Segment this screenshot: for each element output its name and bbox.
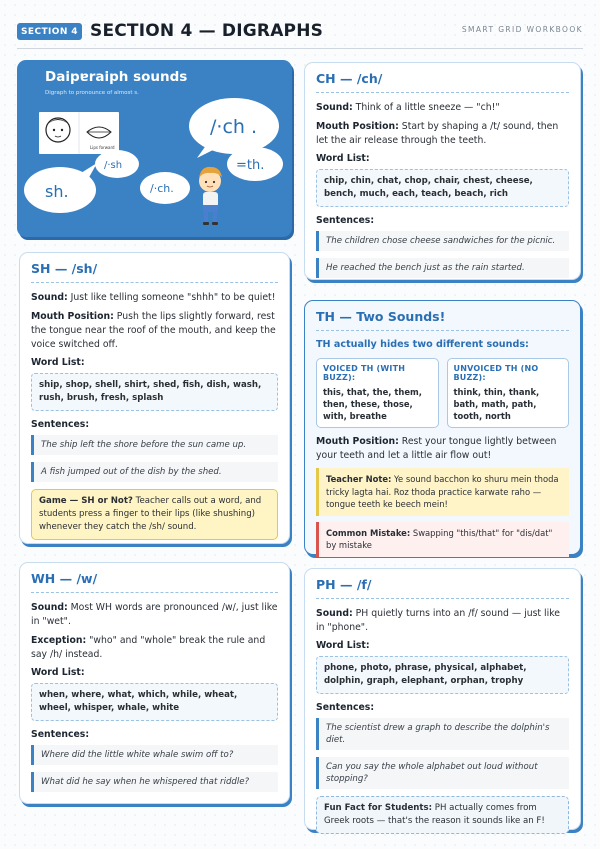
voiced-th-label: VOICED TH (WITH BUZZ):: [323, 364, 406, 382]
ch-card: [304, 62, 581, 280]
mouth-diagram: [39, 112, 119, 154]
sh-sentences-label: Sentences:: [31, 419, 90, 430]
sh-mouth-position: Mouth Position: Push the lips slightly forward, rest the tongue near the roof of the mouth, and keep the voice switched off.: [31, 311, 276, 350]
header-divider: [17, 48, 583, 49]
wh-word-list: when, where, what, which, while, wheat, wheel, whisper, whale, white: [31, 683, 278, 721]
sh-sentence-2: A fish jumped out of the dish by the shed.: [31, 462, 278, 482]
common-mistake: Common Mistake: Swapping "this/that" for "dis/dat" by mistake: [316, 522, 569, 557]
illustration-title: Daipɐraiph sounds: [45, 69, 188, 85]
wh-sentence-1: Where did the little white whale swim off to?: [31, 745, 278, 765]
wh-sentence-2: What did he say when he whispered that riddle?: [31, 772, 278, 792]
ch-sentences-label: Sentences:: [316, 215, 375, 226]
wh-exception: Exception: "who" and "whole" break the rule and say /h/ instead.: [31, 635, 266, 660]
sh-card: [19, 252, 290, 544]
workbook-label: SMART GRID WORKBOOK: [461, 25, 583, 34]
sh-wordlist-label: Word List:: [31, 357, 85, 368]
svg-text:/·sh: /·sh: [104, 160, 123, 171]
ph-sentences-label: Sentences:: [316, 702, 375, 713]
speech-bubble-sh: [24, 163, 97, 213]
sh-game-box: Game — SH or Not? Teacher calls out a word, and students press a finger to their lips (like shushing) whenever they catch the /sh/ sound.: [31, 489, 278, 540]
th-card: [304, 300, 581, 555]
speech-bubble-th: [227, 147, 283, 181]
ch-sentence-2: He reached the bench just as the rain started.: [316, 258, 569, 278]
svg-text:sh.: sh.: [45, 182, 69, 201]
ch-mouth-position: Mouth Position: Start by shaping a /t/ sound, then let the air release through the teeth.: [316, 121, 559, 146]
teacher-note: Teacher Note: Ye sound bacchon ko shuru mein thoda tricky lagta hai. Roz thoda practice karwate raho — tongue teeth ke beech mein!: [316, 468, 569, 516]
page-header: [17, 20, 583, 44]
ph-sound: Sound: PH quietly turns into an /f/ sound — just like in "phone".: [316, 608, 560, 633]
sh-title: SH — /sh/: [31, 261, 278, 283]
wh-sound: Sound: Most WH words are pronounced /w/, just like in "wet".: [31, 602, 278, 627]
ch-sound: Sound: Think of a little sneeze — "ch!": [316, 102, 500, 113]
ch-sentence-1: The children chose cheese sandwiches for the picnic.: [316, 231, 569, 251]
voiced-th-words: this, that, the, them, then, these, those, with, breathe: [323, 387, 422, 421]
wh-sentences-label: Sentences:: [31, 729, 90, 740]
voiced-th-box: [316, 358, 439, 428]
page-title: SECTION 4 — DIGRAPHS: [90, 21, 324, 41]
sh-word-list: ship, shop, shell, shirt, shed, fish, dish, wash, rush, brush, fresh, splash: [31, 373, 278, 411]
digraph-illustration: [17, 60, 292, 237]
wh-title: WH — /w/: [31, 571, 278, 593]
ph-title: PH — /f/: [316, 577, 569, 599]
unvoiced-th-words: think, thin, thank, bath, math, path, tooth, north: [453, 387, 540, 421]
ph-fun-fact: Fun Fact for Students: PH actually comes from Greek roots — that's the reason it sounds like an F!: [316, 796, 569, 834]
ph-word-list: phone, photo, phrase, physical, alphabet, dolphin, graph, elephant, orphan, trophy: [316, 656, 569, 694]
svg-text:/·ch.: /·ch.: [150, 182, 174, 195]
svg-text:=th.: =th.: [236, 158, 265, 173]
wh-card: [19, 562, 290, 804]
illustration-art: [17, 60, 292, 237]
illustration-subtitle: Digraph to pronounce of almost s.: [45, 90, 139, 96]
unvoiced-th-box: [447, 358, 570, 428]
ph-card: [304, 568, 581, 830]
ch-word-list: chip, chin, chat, chop, chair, chest, cheese, bench, much, each, teach, beach, rich: [316, 169, 569, 207]
th-mouth-position: Mouth Position: Rest your tongue lightly between your teeth and let a little air flow out!: [316, 436, 557, 461]
th-sound-columns: [316, 358, 569, 428]
ch-title: CH — /ch/: [316, 71, 569, 93]
sh-sentence-1: The ship left the shore before the sun came up.: [31, 435, 278, 455]
sh-sound: Sound: Just like telling someone "shhh" to be quiet!: [31, 292, 276, 303]
svg-text:/·ch .: /·ch .: [210, 116, 258, 138]
ph-wordlist-label: Word List:: [316, 640, 370, 651]
ch-wordlist-label: Word List:: [316, 153, 370, 164]
th-subtitle: TH actually hides two different sounds:: [316, 339, 529, 350]
child-character: [199, 167, 222, 225]
wh-wordlist-label: Word List:: [31, 667, 85, 678]
speech-bubble-small-ch: [140, 172, 190, 204]
unvoiced-th-label: UNVOICED TH (NO BUZZ):: [453, 364, 539, 382]
th-title: TH — Two Sounds!: [316, 309, 569, 331]
speech-bubble-small-sh: [95, 150, 139, 178]
ph-sentence-2: Can you say the whole alphabet out loud without stopping?: [316, 757, 569, 789]
section-badge: SECTION 4: [17, 23, 82, 40]
lips-label: Lips forward: [90, 145, 115, 150]
ph-sentence-1: The scientist drew a graph to describe the dolphin's diet.: [316, 718, 569, 750]
